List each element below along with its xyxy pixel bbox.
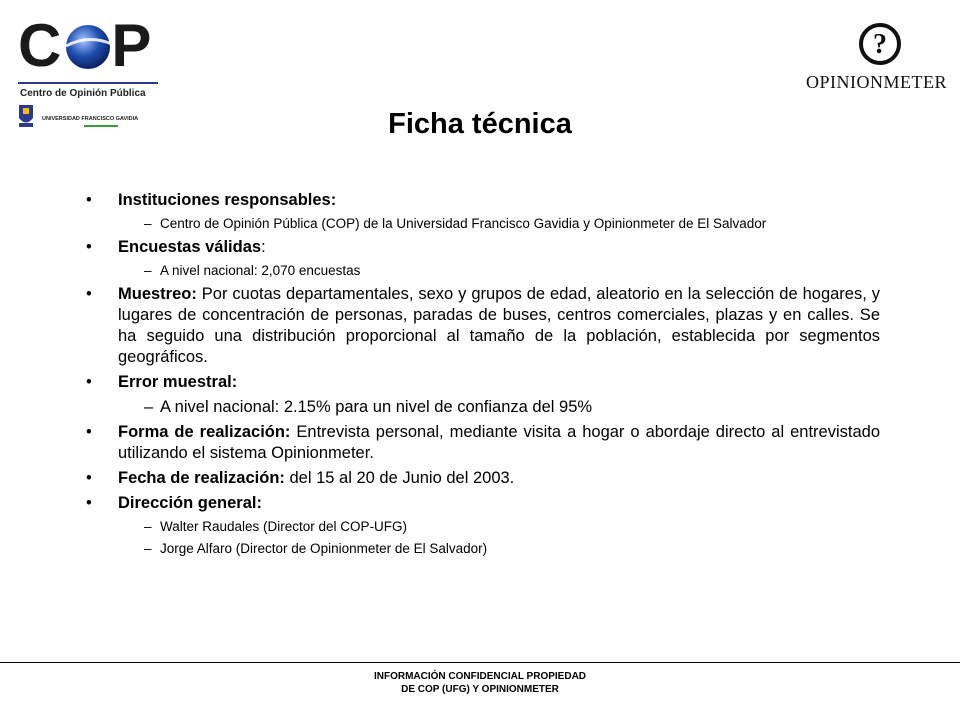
opinionmeter-wordmark: OPINIONMETER: [806, 72, 947, 92]
bullet: •: [86, 373, 92, 391]
item-text: del 15 al 20 de Junio del 2003.: [284, 469, 515, 487]
page-title: Ficha técnica: [388, 108, 572, 140]
item-label: Error muestral:: [118, 373, 238, 391]
item-text: Entrevista personal, mediante visita a hogar o abordaje directo al entrevistado utilizando el sistema Opinionmeter.: [118, 423, 880, 462]
sub-item-text: A nivel nacional: 2,070 encuestas: [160, 263, 361, 278]
list-item-encuestas: [80, 237, 880, 258]
item-label: Encuestas válidas: [118, 238, 262, 256]
footer-line-1: INFORMACIÓN CONFIDENCIAL PROPIEDAD: [373, 671, 587, 682]
sub-item-text: A nivel nacional: 2.15% para un nivel de confianza del 95%: [160, 398, 593, 416]
bullet: •: [86, 285, 92, 303]
sub-item-text: Centro de Opinión Pública (COP) de la Universidad Francisco Gavidia y Opinionmeter de El Salvador: [160, 216, 767, 231]
dash: –: [144, 216, 152, 231]
cop-globe-icon: [62, 22, 114, 72]
cop-logo: [18, 12, 158, 122]
bullet: •: [86, 423, 92, 441]
bullet: •: [86, 191, 92, 209]
item-text: Por cuotas departamentales, sexo y grupos de edad, aleatorio en la selección de hogares, y lugares de concentración de personas, paradas de buses, centros comerciales, plazas y en calles. Se ha seguido una distribución proporcional al tamaño de la población, establecida por segmentos geográficos.: [118, 285, 880, 366]
question-mark-icon: [858, 22, 902, 66]
item-label: Fecha de realización:: [118, 469, 285, 487]
item-text: :: [261, 238, 266, 256]
sub-item-text: Jorge Alfaro (Director de Opinionmeter de El Salvador): [160, 541, 488, 556]
item-label: Muestreo:: [118, 285, 197, 303]
svg-text:?: ?: [873, 29, 887, 60]
footer-line-2: DE COP (UFG) Y OPINIONMETER: [401, 684, 559, 695]
dash: –: [144, 541, 152, 556]
list-item-fecha: [80, 468, 880, 489]
bullet: •: [86, 238, 92, 256]
ufg-name: UNIVERSIDAD FRANCISCO GAVIDIA: [42, 116, 139, 122]
opinionmeter-logo: [806, 22, 956, 92]
footer-divider: [0, 662, 960, 663]
sub-item: [80, 215, 880, 233]
cop-subtitle: Centro de Opinión Pública: [20, 88, 146, 99]
dash: –: [144, 263, 152, 278]
sub-item-text: Walter Raudales (Director del COP-UFG): [160, 519, 408, 534]
bullet: •: [86, 494, 92, 512]
dash: –: [144, 519, 152, 534]
list-item-instituciones: [80, 190, 880, 211]
sub-item: [80, 397, 880, 418]
bullet: •: [86, 469, 92, 487]
list-item-error: [80, 372, 880, 393]
sub-item: [80, 540, 880, 558]
list-item-direccion: [80, 493, 880, 514]
cop-wordmark: C P: [18, 12, 150, 79]
sub-item: [80, 518, 880, 536]
cop-rule: [18, 82, 158, 84]
item-label: Dirección general:: [118, 494, 262, 512]
list-item-forma: [80, 422, 880, 464]
tech-sheet-list: [80, 190, 880, 562]
list-item-muestreo: [80, 284, 880, 368]
dash: –: [144, 398, 154, 416]
sub-item: [80, 262, 880, 280]
item-label: Instituciones responsables:: [118, 191, 337, 209]
footer: [0, 670, 960, 696]
item-label: Forma de realización:: [118, 423, 291, 441]
